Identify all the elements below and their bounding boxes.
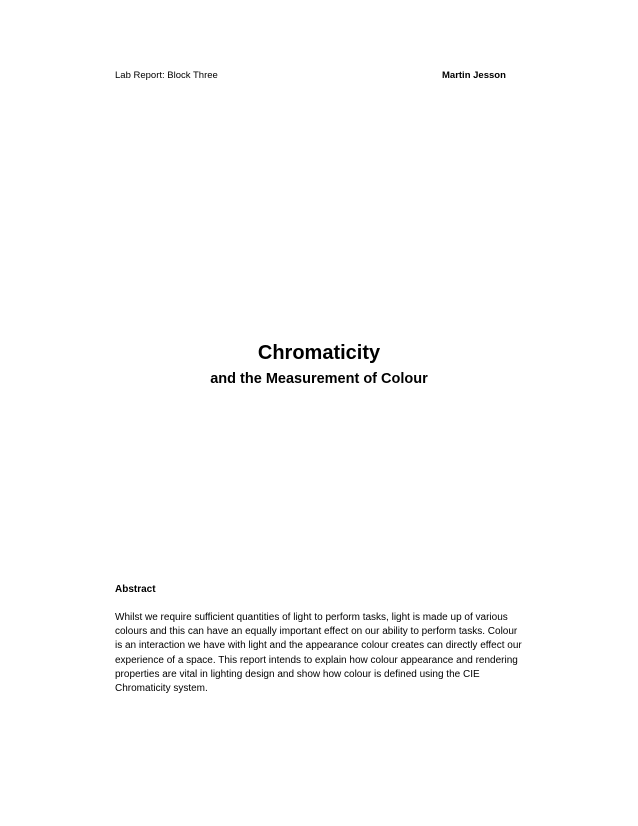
- header-report-label: Lab Report: Block Three: [115, 70, 218, 81]
- abstract-body: Whilst we require sufficient quantities of light to perform tasks, light is made up of various colours and this can have an equally important effect on our ability to perform tasks. Colour is an interaction we have with light and the appearance colour creates can directly effect our experience of a space. This report intends to explain how colour appearance and rendering properties are vital in lighting design and show how colour is defined using the CIE Chromaticity system.: [115, 612, 522, 695]
- document-title: Chromaticity: [257, 342, 381, 364]
- document-subtitle: and the Measurement of Colour: [210, 371, 428, 387]
- header-author-name: Martin Jesson: [442, 70, 506, 81]
- abstract-heading: Abstract: [115, 584, 156, 595]
